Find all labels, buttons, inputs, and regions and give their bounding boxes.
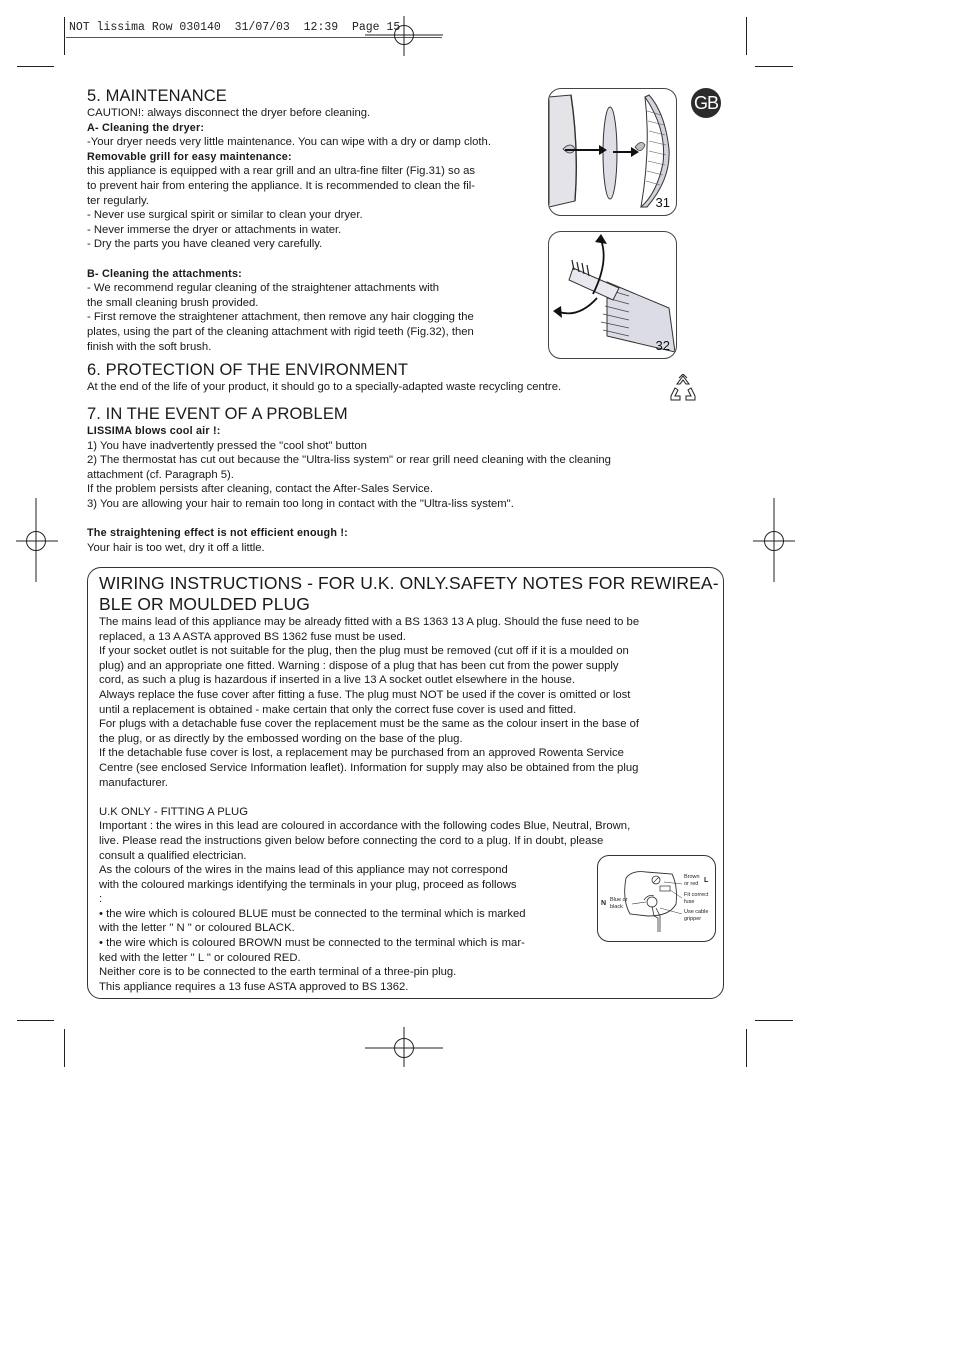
crop-mark-top-right-vertical xyxy=(746,17,747,55)
cool-air-line-3: attachment (cf. Paragraph 5). xyxy=(87,468,234,481)
wiring-para-1: The mains lead of this appliance may be already fitted with a BS 1363 13 A plug. Should the fuse need to be xyxy=(99,616,640,628)
wiring-para-9: the plug, or as directly by the embossed wording on the base of the plug. xyxy=(99,732,463,745)
fitting-line-3: consult a qualified electrician. xyxy=(99,849,247,862)
figure-31 xyxy=(548,88,677,216)
label-or-red: or red xyxy=(684,881,699,887)
label-fuse: fuse xyxy=(684,899,695,905)
label-black: black xyxy=(610,904,623,910)
label-use-cable: Use cable xyxy=(684,909,709,915)
recycle-icon xyxy=(667,374,699,404)
narrow-line-4: • the wire which is coloured BLUE must be connected to the terminal which is marked xyxy=(99,907,526,920)
wiring-title-line-2: BLE OR MOULDED PLUG xyxy=(99,594,310,614)
narrow-line-9: This appliance requires a 13 fuse ASTA approved to BS 1362. xyxy=(99,980,409,993)
grill-line-2: to prevent hair from entering the appliance. It is recommended to clean the fil- xyxy=(87,179,476,192)
attachments-line-2: the small cleaning brush provided. xyxy=(87,296,259,309)
wiring-para-8: For plugs with a detachable fuse cover the replacement must be the same as the colour insert in the base of xyxy=(99,718,640,731)
fitting-line-2: live. Please read the instructions given below before connecting the cord to a plug. If in doubt, please xyxy=(99,834,604,847)
label-gripper: gripper xyxy=(684,916,702,922)
environment-section xyxy=(87,360,687,395)
label-fit-correct: Fit correct xyxy=(684,892,709,898)
attachments-line-1: - We recommend regular cleaning of the straightener attachments with xyxy=(87,282,440,295)
wiring-title-line-1: WIRING INSTRUCTIONS - FOR U.K. ONLY.SAFETY NOTES FOR REWIREA- xyxy=(99,573,719,593)
wiring-para-12: manufacturer. xyxy=(99,776,169,789)
registration-mark-left xyxy=(14,498,58,582)
attachments-line-4: plates, using the part of the cleaning attachment with rigid teeth (Fig.32), then xyxy=(87,325,474,338)
print-slug: NOT lissima Row 030140 31/07/03 12:39 Page 15 xyxy=(69,21,401,34)
crop-mark-top-right-horizontal xyxy=(755,66,793,67)
narrow-line-2: with the coloured markings identifying the terminals in your plug, proceed as follows xyxy=(99,878,517,891)
registration-mark-bottom xyxy=(365,1027,445,1069)
wiring-para-5: cord, as such a plug is hazardous if inserted in a live 13 A socket outlet elsewhere in the house. xyxy=(99,674,576,687)
maintenance-caution: CAUTION!: always disconnect the dryer before cleaning. xyxy=(87,107,371,119)
figure-32-number: 32 xyxy=(655,338,670,353)
crop-mark-bottom-right-vertical xyxy=(746,1029,747,1067)
label-N: N xyxy=(601,900,607,907)
registration-mark-top xyxy=(365,12,445,56)
cleaning-dryer-heading: A- Cleaning the dryer: xyxy=(87,121,205,134)
wiring-para-6: Always replace the fuse cover after fitting a fuse. The plug must NOT be used if the cover is omitted or lost xyxy=(99,688,631,701)
grill-line-3: ter regularly. xyxy=(87,194,149,207)
grill-line-4: - Never use surgical spirit or similar to clean your dryer. xyxy=(87,209,363,222)
cool-air-line-1: 1) You have inadvertently pressed the "cool shot" button xyxy=(87,439,367,452)
straightening-heading: The straightening effect is not efficient enough !: xyxy=(87,527,348,540)
crop-mark-bottom-right-horizontal xyxy=(755,1020,793,1021)
environment-title: 6. PROTECTION OF THE ENVIRONMENT xyxy=(87,361,409,379)
grill-line-1: this appliance is equipped with a rear grill and an ultra-fine filter (Fig.31) so as xyxy=(87,165,476,178)
language-badge: GB xyxy=(691,88,721,118)
wiring-para-3: If your socket outlet is not suitable for the plug, then the plug must be removed (cut off if it is a moulded on xyxy=(99,645,629,658)
crop-mark-bottom-left-horizontal xyxy=(17,1020,54,1021)
removable-grill-heading: Removable grill for easy maintenance: xyxy=(87,150,292,163)
attachments-line-5: finish with the soft brush. xyxy=(87,340,212,353)
label-brown: Brown xyxy=(684,874,700,880)
cool-air-line-5: 3) You are allowing your hair to remain too long in contact with the "Ultra-liss system". xyxy=(87,497,514,510)
figure-32 xyxy=(548,231,677,359)
figure-31-number: 31 xyxy=(655,195,670,210)
wiring-para-2: replaced, a 13 A ASTA approved BS 1362 fuse must be used. xyxy=(99,630,406,643)
wiring-para-11: Centre (see enclosed Service Information leaflet). Information for supply may also be obtained from the plug xyxy=(99,761,639,774)
crop-mark-top-left-vertical xyxy=(64,17,65,55)
wiring-para-7: until a replacement is obtained - make certain that only the correct fuse cover is used and fitted. xyxy=(99,703,577,716)
narrow-line-7: ked with the letter " L " or coloured RED. xyxy=(99,951,301,964)
cool-air-heading: LISSIMA blows cool air !: xyxy=(87,425,221,437)
narrow-line-6: • the wire which is coloured BROWN must be connected to the terminal which is mar- xyxy=(99,937,525,950)
cleaning-dryer-text: -Your dryer needs very little maintenance. You can wipe with a dry or damp cloth. xyxy=(87,136,491,149)
maintenance-title: 5. MAINTENANCE xyxy=(87,87,227,105)
crop-mark-bottom-left-vertical xyxy=(64,1029,65,1067)
narrow-line-8: Neither core is to be connected to the earth terminal of a three-pin plug. xyxy=(99,966,457,979)
environment-text: At the end of the life of your product, it should go to a specially-adapted waste recycling centre. xyxy=(87,381,562,393)
attachments-line-3: - First remove the straightener attachment, then remove any hair clogging the xyxy=(87,311,474,324)
crop-mark-top-left-horizontal xyxy=(17,66,54,67)
grill-line-5: - Never immerse the dryer or attachments in water. xyxy=(87,223,342,236)
cool-air-line-4: If the problem persists after cleaning, contact the After-Sales Service. xyxy=(87,483,433,496)
straightening-text: Your hair is too wet, dry it off a little. xyxy=(87,541,265,554)
narrow-line-3: : xyxy=(99,893,103,906)
cool-air-line-2: 2) The thermostat has cut out because the "Ultra-liss system" or rear grill need cleaning with the cleaning xyxy=(87,454,611,467)
fitting-plug-heading: U.K ONLY - FITTING A PLUG xyxy=(99,805,248,818)
label-blue-or: Blue or xyxy=(610,897,628,903)
label-L: L xyxy=(704,877,709,884)
narrow-line-1: As the colours of the wires in the mains lead of this appliance may not correspond xyxy=(99,864,508,877)
problem-section xyxy=(87,404,727,555)
narrow-line-5: with the letter " N " or coloured BLACK. xyxy=(99,922,295,935)
maintenance-section xyxy=(87,86,547,354)
wiring-para-4: plug) and an appropriate one fitted. Warning : dispose of a plug that has been cut from the power supply xyxy=(99,659,619,672)
cleaning-attachments-heading: B- Cleaning the attachments: xyxy=(87,267,242,280)
problem-title: 7. IN THE EVENT OF A PROBLEM xyxy=(87,405,348,423)
wiring-para-10: If the detachable fuse cover is lost, a replacement may be purchased from an approved Rowenta Service xyxy=(99,747,624,760)
grill-line-6: - Dry the parts you have cleaned very carefully. xyxy=(87,238,323,251)
plug-diagram xyxy=(597,855,716,942)
registration-mark-right xyxy=(753,498,797,582)
fitting-line-1: Important : the wires in this lead are coloured in accordance with the following codes Blue, Neutral, Brown, xyxy=(99,820,631,833)
